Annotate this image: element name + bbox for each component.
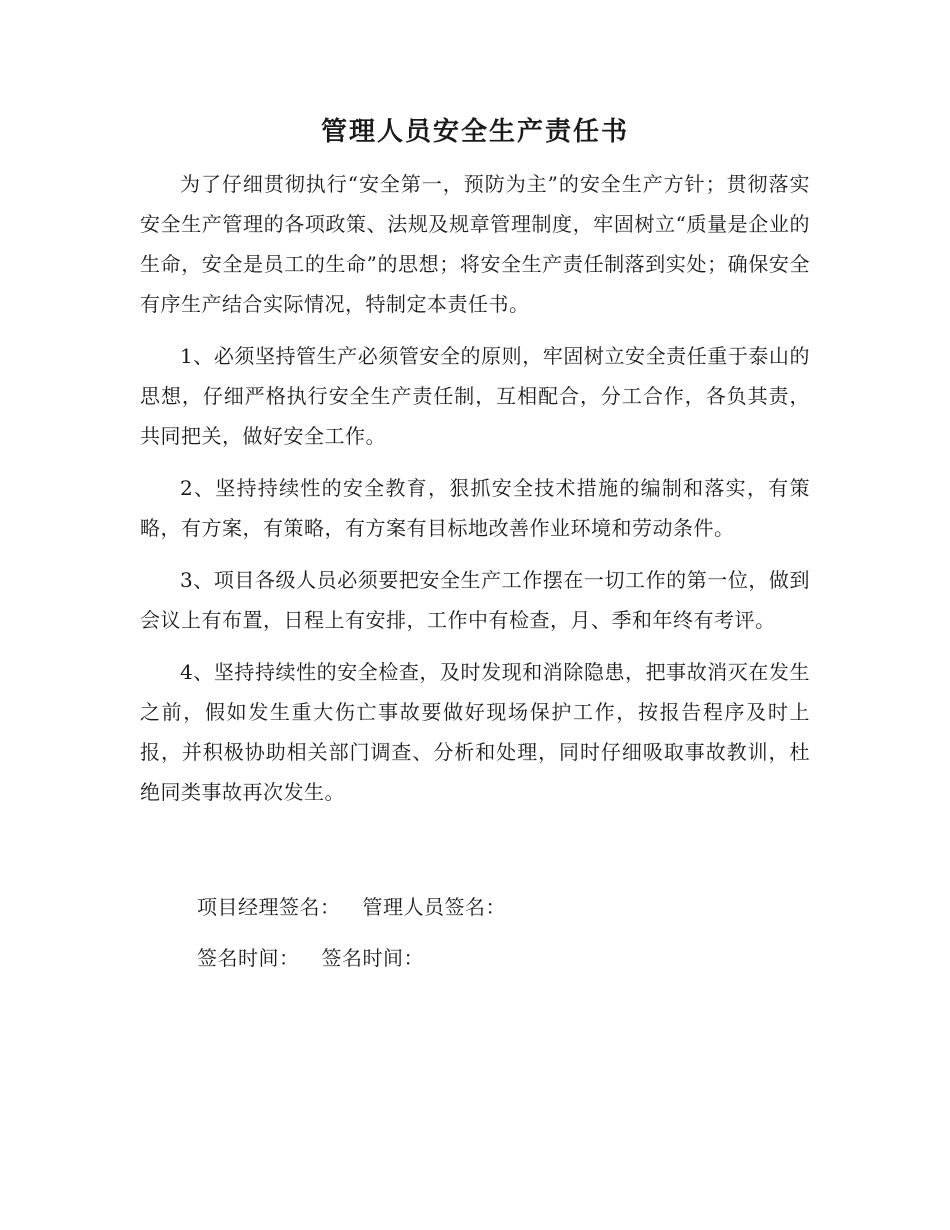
intro-paragraph: 为了仔细贯彻执行“安全第一，预防为主”的安全生产方针；贯彻落实安全生产管理的各项政策、法规及规章管理制度，牢固树立“质量是企业的生命，安全是员工的生命”的思想；将安全生产责任制落到实处；确保安全有序生产结合实际情况，特制定本责任书。 bbox=[140, 172, 810, 316]
clause-4-paragraph: 4、坚持持续性的安全检查，及时发现和消除隐患，把事故消灭在发生之前，假如发生重大伤亡事故要做好现场保护工作，按报告程序及时上报，并积极协助相关部门调查、分析和处理，同时仔细吸取事故教训，杜绝同类事故再次发生。 bbox=[140, 660, 810, 804]
clause-3-paragraph: 3、项目各级人员必须要把安全生产工作摆在一切工作的第一位，做到会议上有布置，日程上有安排，工作中有检查，月、季和年终有考评。 bbox=[140, 568, 810, 632]
document-title: 管理人员安全生产责任书 bbox=[320, 117, 629, 147]
clause-1-paragraph: 1、必须坚持管生产必须管安全的原则，牢固树立安全责任重于泰山的思想，仔细严格执行安全生产责任制，互相配合，分工合作，各负其责，共同把关，做好安全工作。 bbox=[140, 344, 810, 448]
signature-row bbox=[197, 887, 506, 927]
project-manager-signature-label: 项目经理签名： bbox=[197, 895, 341, 919]
signature-date-row bbox=[197, 938, 424, 978]
signature-date-label-1: 签名时间： bbox=[197, 946, 300, 970]
document-body bbox=[140, 164, 810, 824]
signature-date-label-2: 签名时间： bbox=[321, 946, 424, 970]
clause-2-paragraph: 2、坚持持续性的安全教育，狠抓安全技术措施的编制和落实，有策略，有方案，有策略，有方案有目标地改善作业环境和劳动条件。 bbox=[140, 476, 810, 540]
staff-signature-label: 管理人员签名： bbox=[362, 895, 506, 919]
